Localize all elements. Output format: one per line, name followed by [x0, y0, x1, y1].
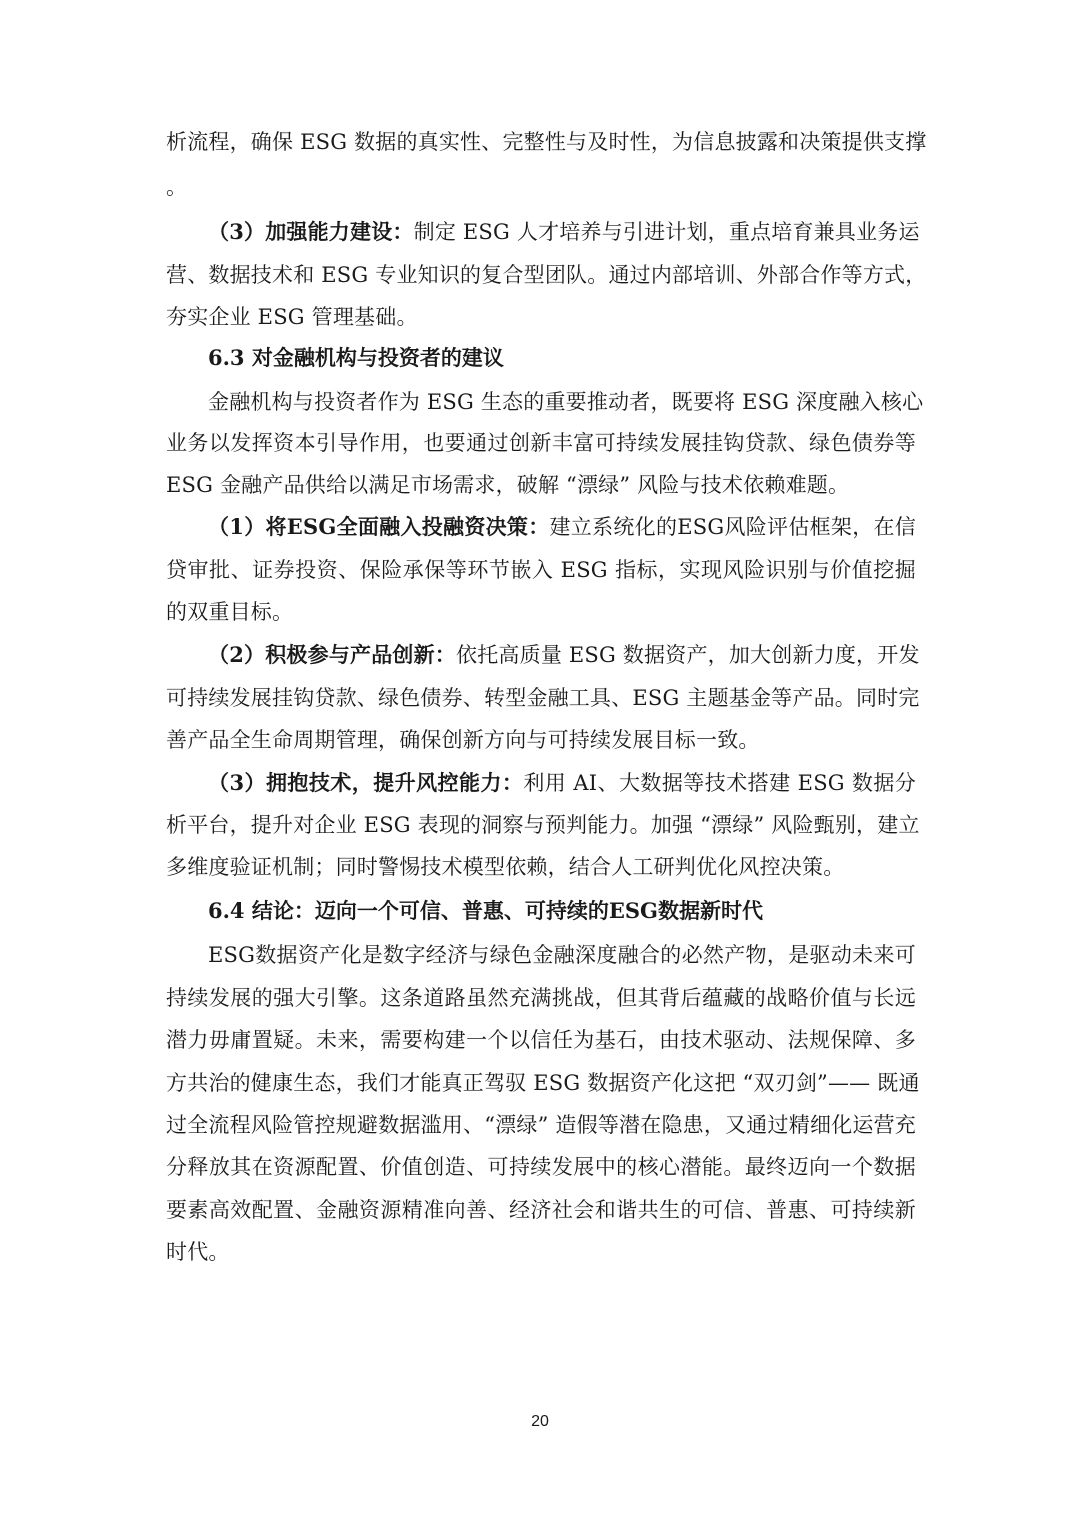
- list-item-lead: （2）积极参与产品创新：: [208, 642, 457, 667]
- list-item-lead: （3）拥抱技术，提升风控能力：: [208, 770, 524, 795]
- paragraph-line: 业务以发挥资本引导作用，也要通过创新丰富可持续发展挂钩贷款、绿色债券等: [166, 431, 916, 455]
- list-item-text: 依托高质量 ESG 数据资产，加大创新力度，开发: [456, 643, 920, 667]
- paragraph-line: 潜力毋庸置疑。未来，需要构建一个以信任为基石，由技术驱动、法规保障、多: [166, 1028, 916, 1052]
- list-item-line: [208, 217, 920, 247]
- list-item-line: [208, 640, 920, 670]
- paragraph-line: ESG 金融产品供给以满足市场需求，破解 “漂绿” 风险与技术依赖难题。: [166, 473, 850, 497]
- list-item-text: 制定 ESG 人才培养与引进计划，重点培育兼具业务运: [413, 220, 920, 244]
- paragraph-line: 方共治的健康生态，我们才能真正驾驭 ESG 数据资产化这把 “双刃剑”—— 既通: [166, 1071, 920, 1095]
- paragraph-line: 析平台，提升对企业 ESG 表现的洞察与预判能力。加强 “漂绿” 风险甄别，建立: [166, 813, 920, 837]
- section-heading: 6.4 结论：迈向一个可信、普惠、可持续的ESG数据新时代: [208, 898, 763, 923]
- list-item-line: [208, 768, 916, 798]
- list-item-text: 利用 AI、大数据等技术搭建 ESG 数据分: [523, 771, 916, 795]
- section-heading: 6.3 对金融机构与投资者的建议: [208, 345, 504, 370]
- list-item-line: [208, 512, 916, 542]
- paragraph-line: 。: [166, 175, 188, 199]
- paragraph-line: 持续发展的强大引擎。这条道路虽然充满挑战，但其背后蕴藏的战略价值与长远: [166, 986, 916, 1010]
- paragraph-line: 夯实企业 ESG 管理基础。: [166, 305, 418, 329]
- paragraph-line: 贷审批、证券投资、保险承保等环节嵌入 ESG 指标，实现风险识别与价值挖掘: [166, 558, 916, 582]
- paragraph-line: 的双重目标。: [166, 600, 294, 624]
- paragraph-line: 营、数据技术和 ESG 专业知识的复合型团队。通过内部培训、外部合作等方式，: [166, 263, 927, 287]
- list-item-lead: （1）将ESG全面融入投融资决策：: [208, 514, 550, 539]
- paragraph-line: 金融机构与投资者作为 ESG 生态的重要推动者，既要将 ESG 深度融入核心: [208, 390, 924, 414]
- paragraph-line: 要素高效配置、金融资源精准向善、经济社会和谐共生的可信、普惠、可持续新: [166, 1198, 916, 1222]
- paragraph-line: 善产品全生命周期管理，确保创新方向与可持续发展目标一致。: [166, 728, 760, 752]
- page-number: 20: [531, 1413, 549, 1430]
- paragraph-line: 多维度验证机制；同时警惕技术模型依赖，结合人工研判优化风控决策。: [166, 855, 845, 879]
- list-item-lead: （3）加强能力建设：: [208, 219, 414, 244]
- paragraph-line: 时代。: [166, 1240, 230, 1264]
- list-item-text: 建立系统化的ESG风险评估框架，在信: [549, 515, 916, 539]
- paragraph-line: 分释放其在资源配置、价值创造、可持续发展中的核心潜能。最终迈向一个数据: [166, 1155, 916, 1179]
- paragraph-line: 析流程，确保 ESG 数据的真实性、完整性与及时性，为信息披露和决策提供支撑: [166, 130, 927, 154]
- paragraph-line: 过全流程风险管控规避数据滥用、“漂绿” 造假等潜在隐患，又通过精细化运营充: [166, 1113, 916, 1137]
- paragraph-line: ESG数据资产化是数字经济与绿色金融深度融合的必然产物，是驱动未来可: [208, 943, 916, 967]
- paragraph-line: 可持续发展挂钩贷款、绿色债券、转型金融工具、ESG 主题基金等产品。同时完: [166, 686, 920, 710]
